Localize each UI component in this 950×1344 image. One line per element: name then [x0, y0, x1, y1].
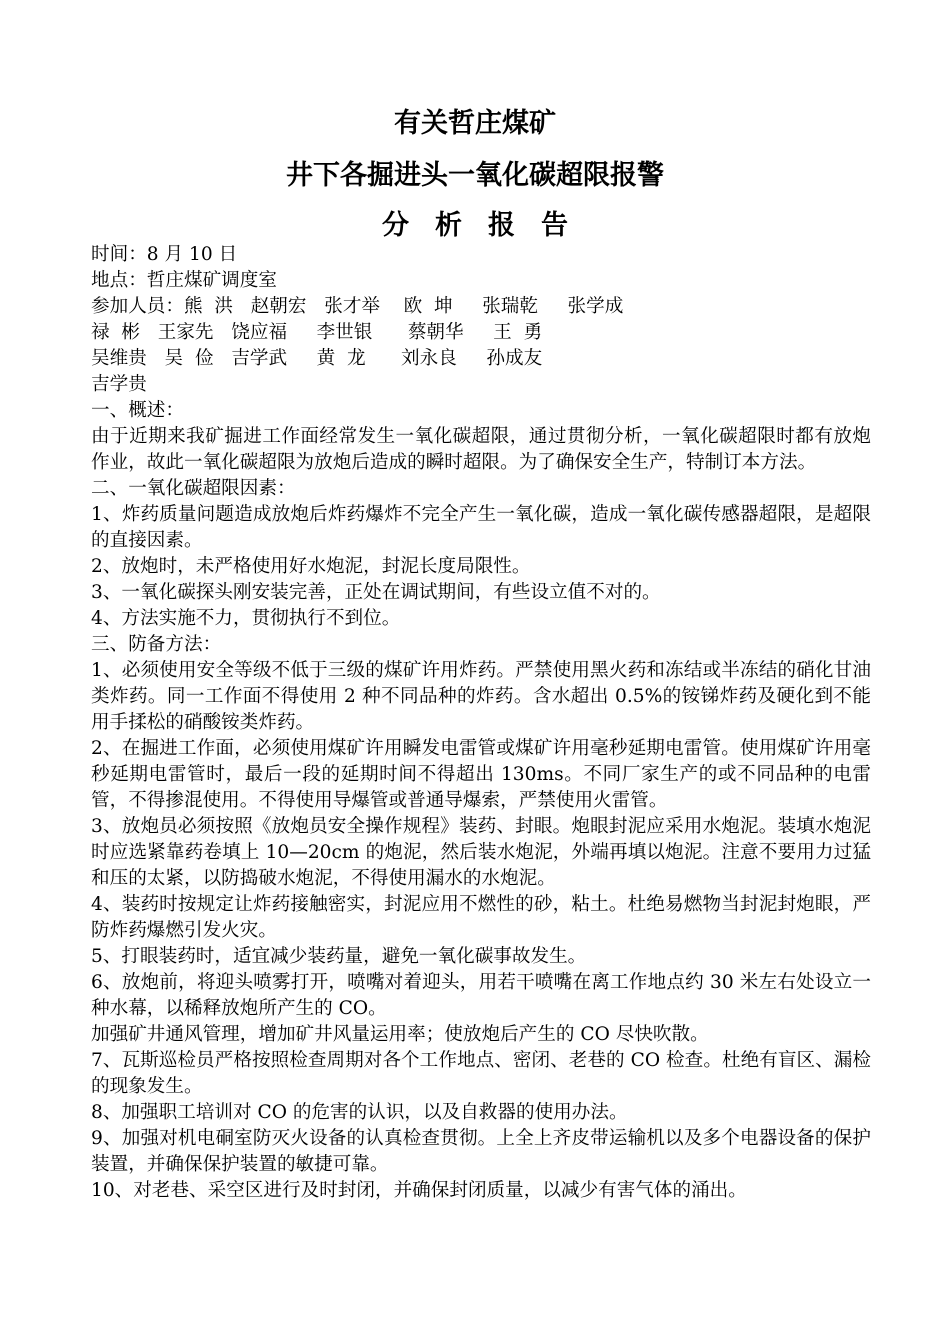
section-2-heading: 二、一氧化碳超限因素： — [91, 478, 296, 499]
section-2-item: 3、一氧化碳探头刚安装完善，正处在调试期间，有些设立值不对的。 — [91, 582, 661, 603]
participants-line-4: 吉学贵 — [91, 374, 147, 395]
section-3-item: 5、打眼装药时，适宜减少装药量，避免一氧化碳事故发生。 — [91, 946, 587, 967]
section-2-item: 2、放炮时，未严格使用好水炮泥，封泥长度局限性。 — [91, 556, 531, 577]
meta-time: 时间：8 月 10 日 — [91, 244, 238, 265]
title-line-2: 井下各掘进头一氧化碳超限报警 — [286, 160, 664, 191]
participants-line-1: 参加人员：熊 洪 赵朝宏 张才举 欧 坤 张瑞乾 张学成 — [91, 296, 624, 317]
section-3-item: 8、加强职工培训对 CO 的危害的认识，以及自救器的使用办法。 — [91, 1102, 628, 1123]
section-1-text: 由于近期来我矿掘进工作面经常发生一氧化碳超限，通过贯彻分析，一氧化碳超限时都有放炮作业，故此一氧化碳超限为放炮后造成的瞬时超限。为了确保安全生产，特制订本方法。 — [91, 426, 871, 473]
title-line-1: 有关哲庄煤矿 — [394, 108, 556, 139]
section-3-item: 10、对老巷、采空区进行及时封闭，并确保封闭质量，以减少有害气体的涌出。 — [91, 1180, 747, 1201]
document-body — [91, 242, 871, 1204]
meta-place: 地点：哲庄煤矿调度室 — [91, 270, 277, 291]
section-3-item: 4、装药时按规定让炸药接触密实，封泥应用不燃性的砂，粘土。杜绝易燃物当封泥封炮眼，严防炸药爆燃引发火灾。 — [91, 894, 871, 941]
section-3-item: 加强矿井通风管理，增加矿井风量运用率；使放炮后产生的 CO 尽快吹散。 — [91, 1024, 709, 1045]
section-3-item: 7、瓦斯巡检员严格按照检查周期对各个工作地点、密闭、老巷的 CO 检查。杜绝有盲区、漏检的现象发生。 — [91, 1050, 871, 1097]
section-3-item: 3、放炮员必须按照《放炮员安全操作规程》装药、封眼。炮眼封泥应采用水炮泥。装填水炮泥时应选紧靠药卷填上 10—20cm 的炮泥，然后装水炮泥，外端再填以炮泥。注意不要用力过猛和压的太紧，以防捣破水炮泥，不得使用漏水的水炮泥。 — [91, 816, 871, 889]
section-3-item: 1、必须使用安全等级不低于三级的煤矿许用炸药。严禁使用黑火药和冻结或半冻结的硝化甘油类炸药。同一工作面不得使用 2 种不同品种的炸药。含水超出 0.5%的铵锑炸药及硬化到不能用手揉松的硝酸铵类炸药。 — [91, 660, 871, 733]
section-1-heading: 一、概述： — [91, 400, 184, 421]
section-3-heading: 三、防备方法： — [91, 634, 222, 655]
participants-line-2: 禄 彬 王家先 饶应福 李世银 蔡朝华 王 勇 — [91, 322, 543, 343]
section-2-item: 4、方法实施不力，贯彻执行不到位。 — [91, 608, 401, 629]
section-3-item: 2、在掘进工作面，必须使用煤矿许用瞬发电雷管或煤矿许用毫秒延期电雷管。使用煤矿许用毫秒延期电雷管时，最后一段的延期时间不得超出 130ms。不同厂家生产的或不同品种的电雷管，不得掺混使用。不得使用导爆管或普通导爆索，严禁使用火雷管。 — [91, 738, 871, 811]
section-3-item: 9、加强对机电硐室防灭火设备的认真检查贯彻。上全上齐皮带运输机以及多个电器设备的保护装置，并确保保护装置的敏捷可靠。 — [91, 1128, 871, 1175]
title-line-3: 分析报告 — [382, 210, 594, 241]
section-3-item: 6、放炮前，将迎头喷雾打开，喷嘴对着迎头，用若干喷嘴在离工作地点约 30 米左右处设立一种水幕，以稀释放炮所产生的 CO。 — [91, 972, 871, 1019]
section-2-item: 1、炸药质量问题造成放炮后炸药爆炸不完全产生一氧化碳，造成一氧化碳传感器超限，是超限的直接因素。 — [91, 504, 871, 551]
participants-line-3: 吴维贵 吴 俭 吉学武 黄 龙 刘永良 孙成友 — [91, 348, 543, 369]
